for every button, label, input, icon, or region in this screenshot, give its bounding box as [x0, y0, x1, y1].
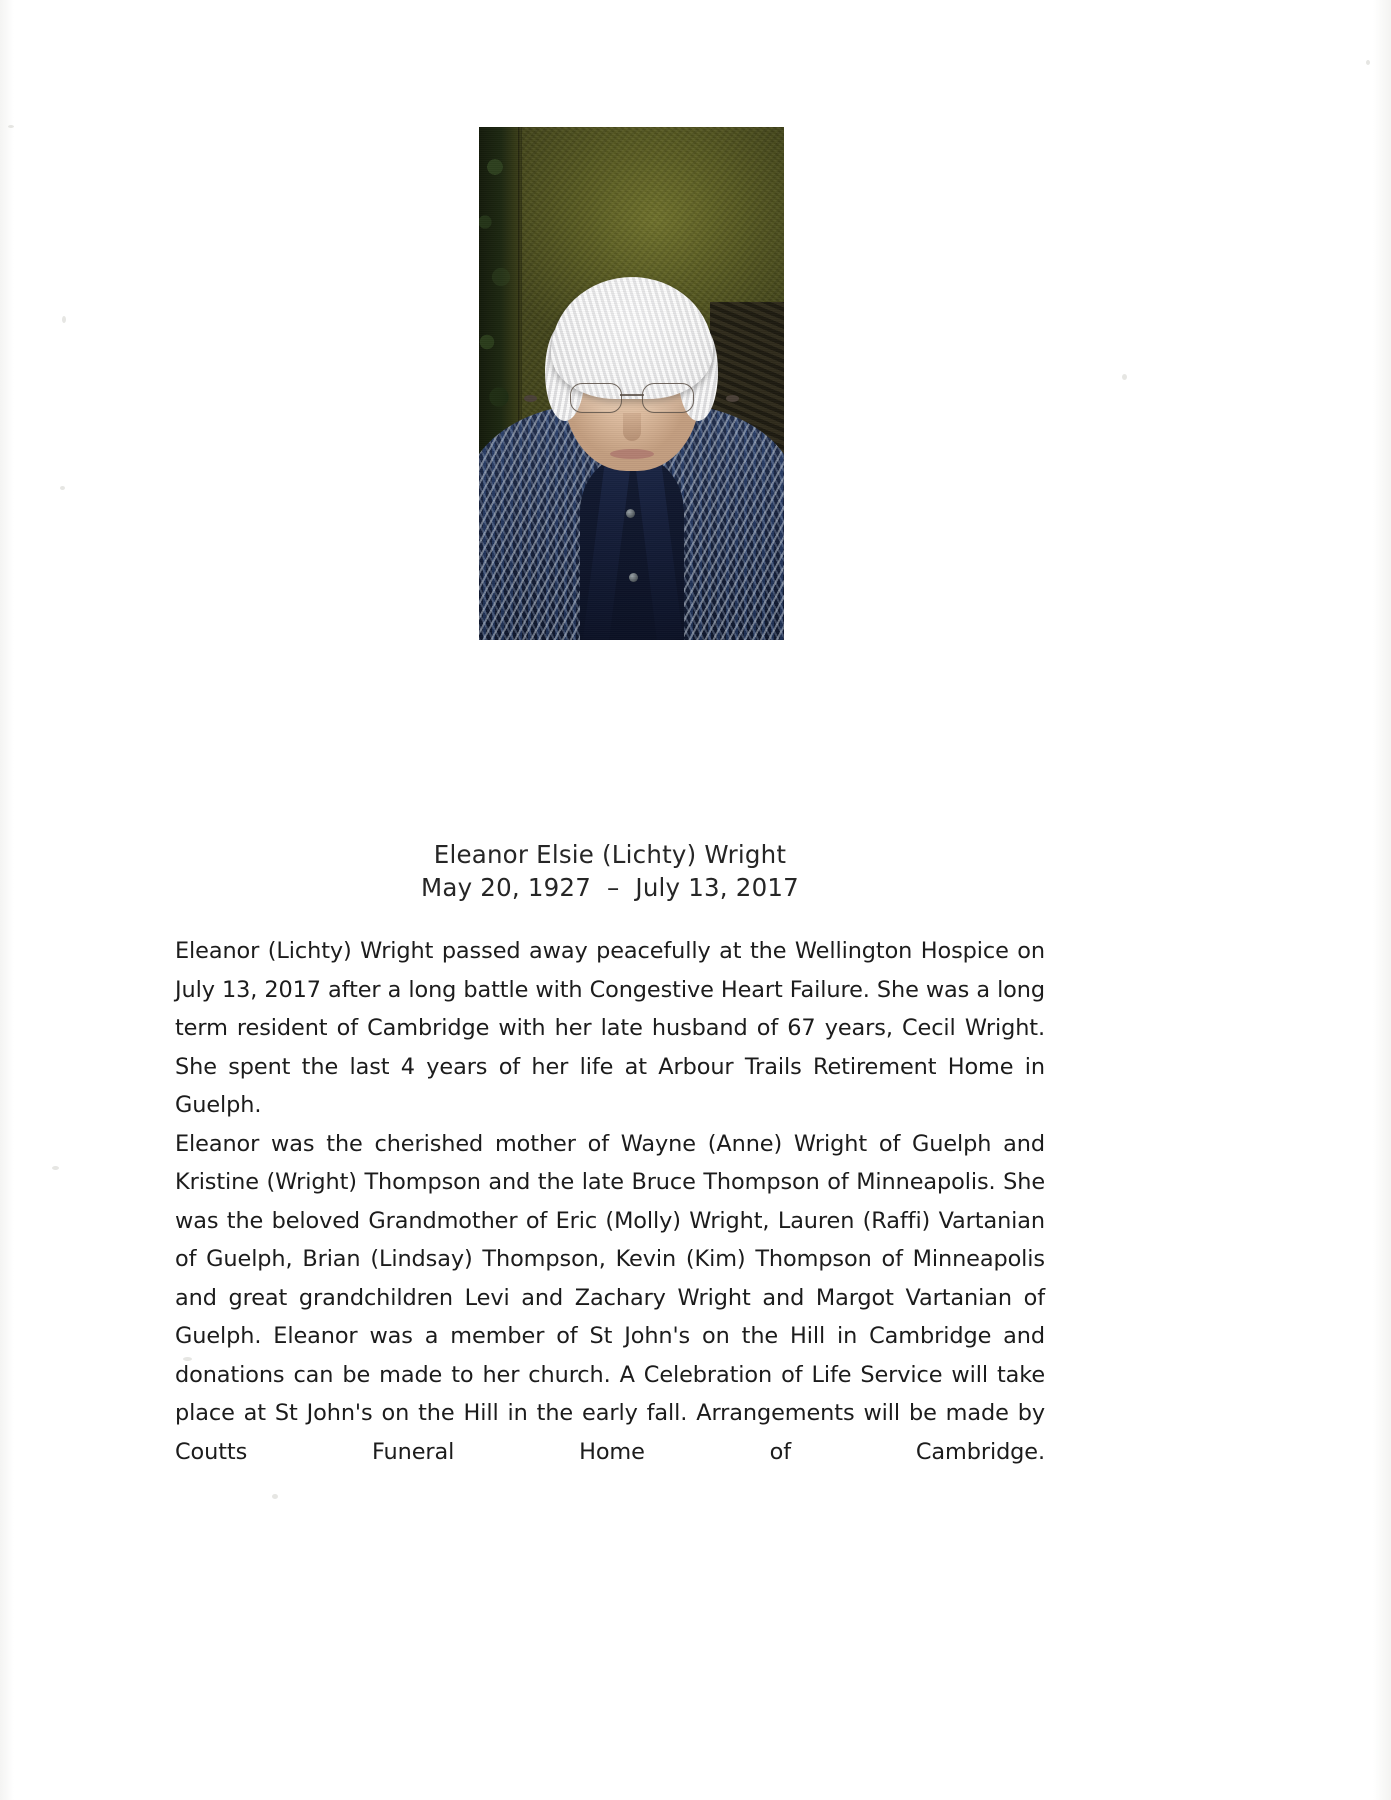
eye-right	[726, 395, 739, 402]
deceased-heading	[175, 838, 1045, 904]
nose	[623, 413, 641, 441]
scan-speck	[62, 316, 66, 323]
scan-edge-right	[1373, 0, 1391, 1800]
eyeglasses-icon	[570, 383, 694, 413]
portrait-photo-image	[479, 127, 784, 640]
eyeglass-lens-left	[570, 383, 622, 413]
eyeglass-bridge	[620, 394, 644, 396]
jacket-button	[629, 573, 638, 582]
scan-edge-left	[0, 0, 14, 1800]
obituary-paragraph-2: Eleanor was the cherished mother of Wayne (Anne) Wright of Guelph and Kristine (Wright) Thompson and the late Bruce Thompson of Minneapolis. She was the beloved Grandmother of Eric (Molly) Wright, Lauren (Raffi) Vartanian of Guelph, Brian (Lindsay) Thompson, Kevin (Kim) Thompson of Minneapolis and great grandchildren Levi and Zachary Wright and Margot Vartanian of Guelph. Eleanor was a member of St John's on the Hill in Cambridge and donations can be made to her church. A Celebration of Life Service will take place at St John's on the Hill in the early fall. Arrangements will be made by Coutts Funeral Home of Cambridge.	[175, 1130, 1045, 1465]
deceased-name: Eleanor Elsie (Lichty) Wright	[433, 840, 787, 869]
scan-speck	[60, 486, 65, 490]
obituary-body	[175, 932, 1045, 1510]
life-dates: May 20, 1927 – July 13, 2017	[421, 873, 799, 902]
jacket-button	[626, 509, 635, 518]
scan-speck	[52, 1166, 59, 1170]
mouth	[610, 449, 654, 459]
eye-left	[524, 395, 537, 402]
eyeglass-lens-right	[642, 383, 694, 413]
obituary-paragraph-1: Eleanor (Lichty) Wright passed away peacefully at the Wellington Hospice on July 13, 2017 after a long battle with Congestive Heart Failure. She was a long term resident of Cambridge with her late husband of 67 years, Cecil Wright. She spent the last 4 years of her life at Arbour Trails Retirement Home in Guelph.	[175, 938, 1045, 1118]
scan-speck	[1122, 374, 1127, 380]
portrait-photo	[479, 127, 784, 640]
scan-speck	[8, 125, 14, 128]
scan-speck	[1366, 60, 1370, 65]
